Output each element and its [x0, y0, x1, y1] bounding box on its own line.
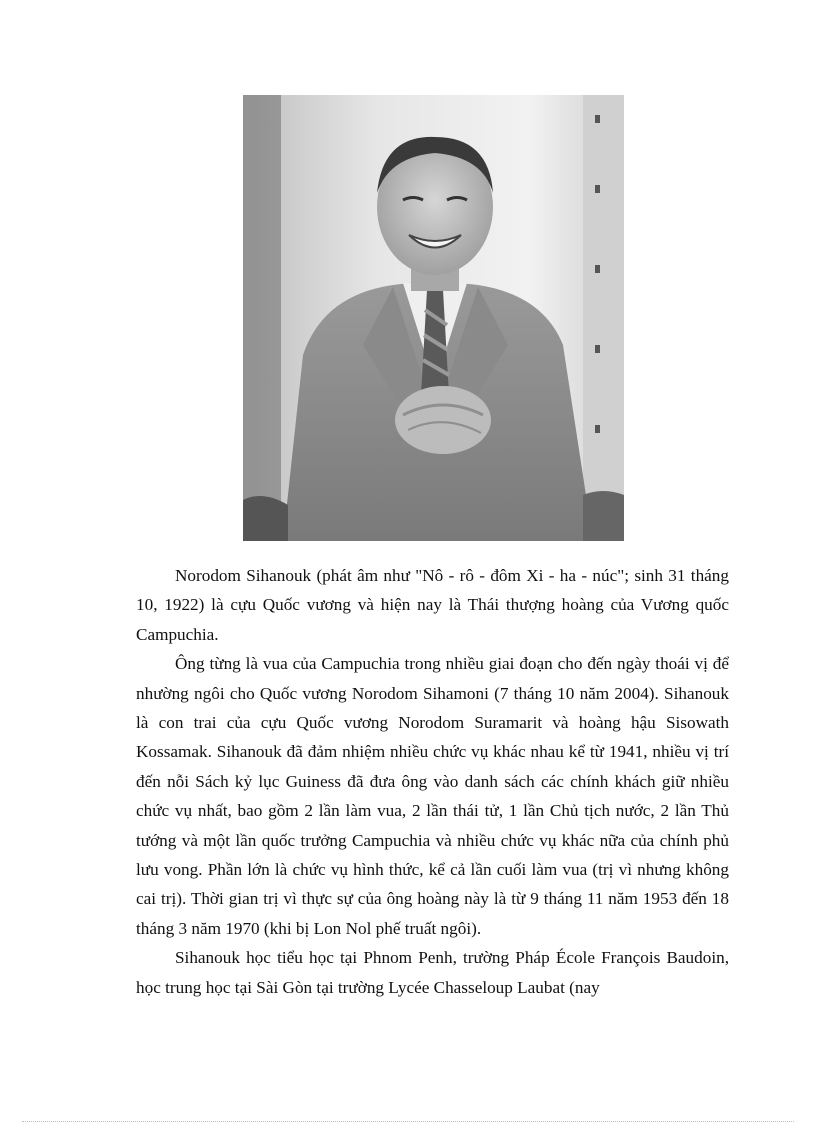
paragraph-reign: Ông từng là vua của Campuchia trong nhiều giai đoạn cho đến ngày thoái vị để nhường ngôi cho Quốc vương Norodom Sihamoni (7 tháng 10 năm 2004). Sihanouk là con trai của cựu Quốc vương Norodom Suramarit và hoàng hậu Sisowath Kossamak. Sihanouk đã đảm nhiệm nhiều chức vụ khác nhau kể từ 1941, nhiều vị trí đến nỗi Sách kỷ lục Guiness đã đưa ông vào danh sách các chính khách giữ nhiều chức vụ nhất, bao gồm 2 lần làm vua, 2 lần thái tử, 1 lần Chủ tịch nước, 2 lần Thủ tướng và một lần quốc trưởng Campuchia và nhiều chức vụ khác nữa của chính phủ lưu vong. Phần lớn là chức vụ hình thức, kể cả lần cuối làm vua (trị vì nhưng không cai trị). Thời gian trị vì thực sự của ông hoàng này là từ 9 tháng 11 năm 1953 đến 18 tháng 3 năm 1970 (khi bị Lon Nol phế truất ngôi). — [136, 654, 729, 938]
paragraph-education: Sihanouk học tiểu học tại Phnom Penh, trường Pháp École François Baudoin, học trung học tại Sài Gòn tại trường Lycée Chasseloup Laubat (nay — [136, 948, 729, 997]
portrait-image — [243, 95, 624, 541]
paragraph-intro: Norodom Sihanouk (phát âm như "Nô - rô - đôm Xi - ha - núc"; sinh 31 tháng 10, 1922) là cựu Quốc vương và hiện nay là Thái thượng hoàng của Vương quốc Campuchia. — [136, 566, 729, 644]
page-bottom-rule — [22, 1121, 794, 1122]
portrait-photo — [243, 95, 624, 541]
body-text — [136, 561, 729, 1002]
